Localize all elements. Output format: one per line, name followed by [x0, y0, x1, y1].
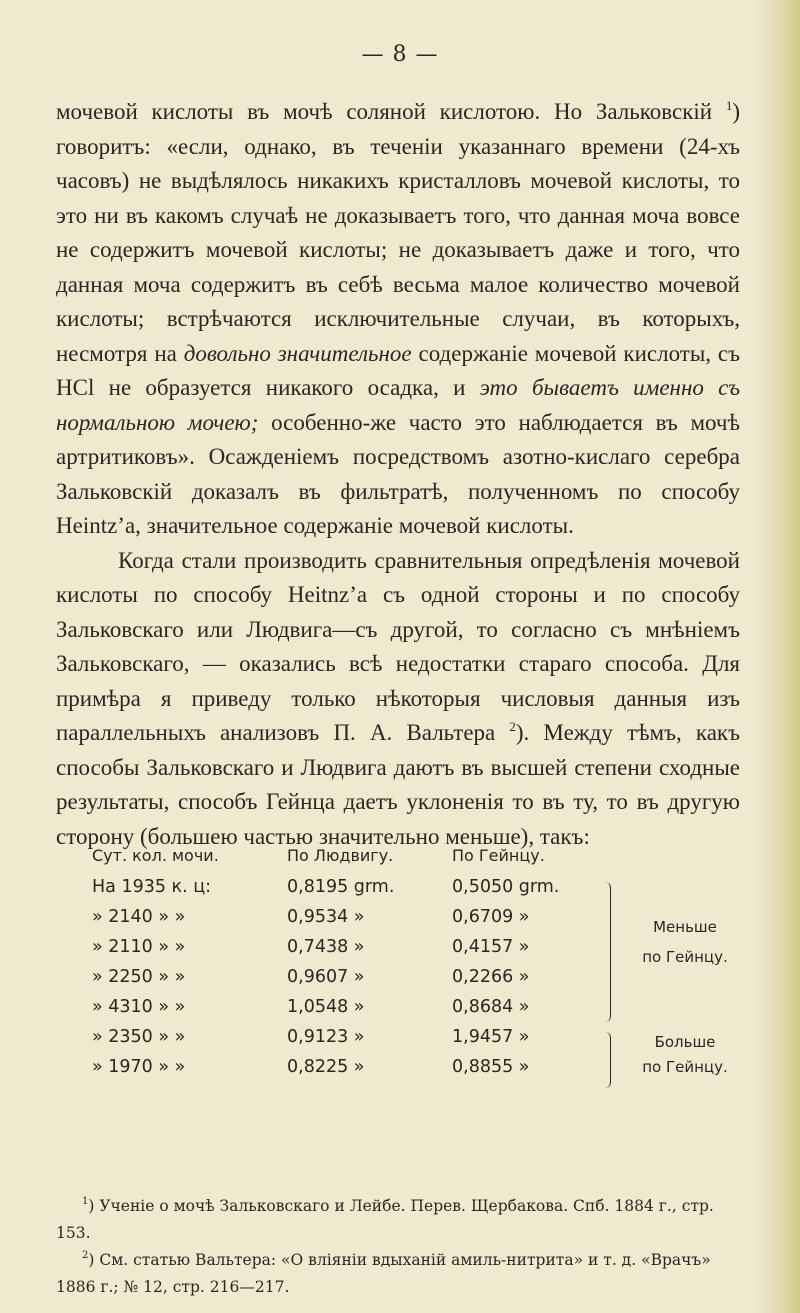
table-cell: 0,8225 »: [287, 1057, 365, 1077]
p1-text-1: мочевой кислоты въ мочѣ соляной кислотою. Но Зальковскій: [56, 99, 726, 124]
footnote-ref-1: 1: [725, 98, 733, 113]
table-cell: » 2110 » »: [92, 937, 186, 957]
brace-more: [603, 1032, 611, 1088]
group-more-word: Больше: [654, 1033, 716, 1051]
group-label-less: [620, 912, 750, 972]
footnote-1: [56, 1193, 746, 1247]
brace-less: [603, 882, 611, 1022]
footnote-1-text: ) Ученіе о мочѣ Зальковскаго и Лейбе. Перев. Щербакова. Спб. 1884 г., стр. 153.: [56, 1197, 714, 1242]
table-cell: » 2250 » »: [92, 967, 186, 987]
table-cell: 0,9534 »: [287, 907, 365, 927]
table-cell: » 2350 » »: [92, 1027, 186, 1047]
page-number: — 8 —: [361, 42, 439, 67]
p2-text-2: ). Между тѣмъ, какъ способы Зальковскаго и Людвига даютъ въ высшей степени сходные результаты, способъ Гейнца даетъ уклоненія то въ ту, то въ другую сторону (большею частью значительно меньше), такъ:: [56, 720, 740, 849]
table-cell: » 1970 » »: [92, 1057, 186, 1077]
table-cell: 1,9457 »: [452, 1027, 530, 1047]
table-header-heintz: По Гейнцу.: [452, 846, 545, 865]
table-cell: 0,8684 »: [452, 997, 530, 1017]
paragraph-1: [56, 95, 740, 544]
footnote-1-mark: 1: [82, 1196, 89, 1207]
table-cell: 0,4157 »: [452, 937, 530, 957]
table-cell: 0,2266 »: [452, 967, 530, 987]
p1-text-2: ) говоритъ: «если, однако, въ теченіи указаннаго времени (24-хъ часовъ) не выдѣлялось никакихъ кристалловъ мочевой кислоты, то это ни въ какомъ случаѣ не доказываетъ того, что данная моча вовсе не содержитъ мочевой кислоты; не доказываетъ даже и того, что данная моча содержитъ въ себѣ весьма малое количество мочевой кислоты; встрѣчаются исключительные случаи, въ которыхъ, несмотря на: [56, 99, 740, 366]
page-edge-shading: [754, 0, 800, 1313]
footnotes: [56, 1193, 746, 1301]
footnote-ref-2: 2: [509, 719, 516, 734]
table-cell: 0,9607 »: [287, 967, 365, 987]
footnote-2: [56, 1247, 746, 1301]
group-label-more: [620, 1030, 750, 1080]
group-less-method: по Гейнцу.: [642, 948, 728, 966]
footnote-2-mark: 2: [82, 1250, 89, 1261]
table-cell: 0,8195 grm.: [287, 877, 395, 897]
table-cell: 0,6709 »: [452, 907, 530, 927]
p1-italic-2: это бываетъ именно съ нормальною мочею;: [56, 375, 741, 435]
p1-italic-1: довольно значительное: [183, 340, 412, 366]
p1-text-3: содержаніе мочевой кислоты, съ HCl не образуется никакого осадка, и: [56, 340, 740, 400]
table-cell: » 2140 » »: [92, 907, 186, 927]
table-header-ludwig: По Людвигу.: [287, 846, 394, 865]
p2-text-1: Когда стали производить сравнительныя опредѣленія мочевой кислоты по способу Heitnz’a съ одной стороны и по способу Зальковскаго или Людвига—съ другой, то согласно съ мнѣніемъ Зальковскаго, — оказались всѣ недостатки стараго способа. Для примѣра я приведу только нѣкоторыя числовыя данныя изъ параллельныхъ анализовъ П. А. Вальтера: [56, 547, 740, 745]
body-text: [56, 95, 740, 854]
table-cell: » 4310 » »: [92, 997, 186, 1017]
table-header-volume: Сут. кол. мочи.: [92, 846, 219, 865]
table-cell: 0,5050 grm.: [452, 877, 560, 897]
p1-text-4: особенно-же часто это наблюдается въ мочѣ артритиковъ». Осажденіемъ посредствомъ азотно-кислаго серебра Зальковскій доказалъ въ фильтратѣ, полученномъ по способу Heintz’a, значительное содержаніе мочевой кислоты.: [56, 409, 740, 538]
table-cell: 0,7438 »: [287, 937, 365, 957]
table-cell: На 1935 к. ц:: [92, 877, 212, 897]
table-cell: 0,9123 »: [287, 1027, 365, 1047]
group-less-word: Меньше: [653, 918, 717, 936]
table-cell: 1,0548 »: [287, 997, 365, 1017]
group-more-method: по Гейнцу.: [642, 1058, 728, 1076]
table-cell: 0,8855 »: [452, 1057, 530, 1077]
paragraph-2: [56, 544, 740, 855]
footnote-2-text: ) См. статью Вальтера: «О вліяніи вдыханій амиль-нитрита» и т. д. «Врачъ» 1886 г.; № 12, стр. 216—217.: [56, 1251, 711, 1296]
